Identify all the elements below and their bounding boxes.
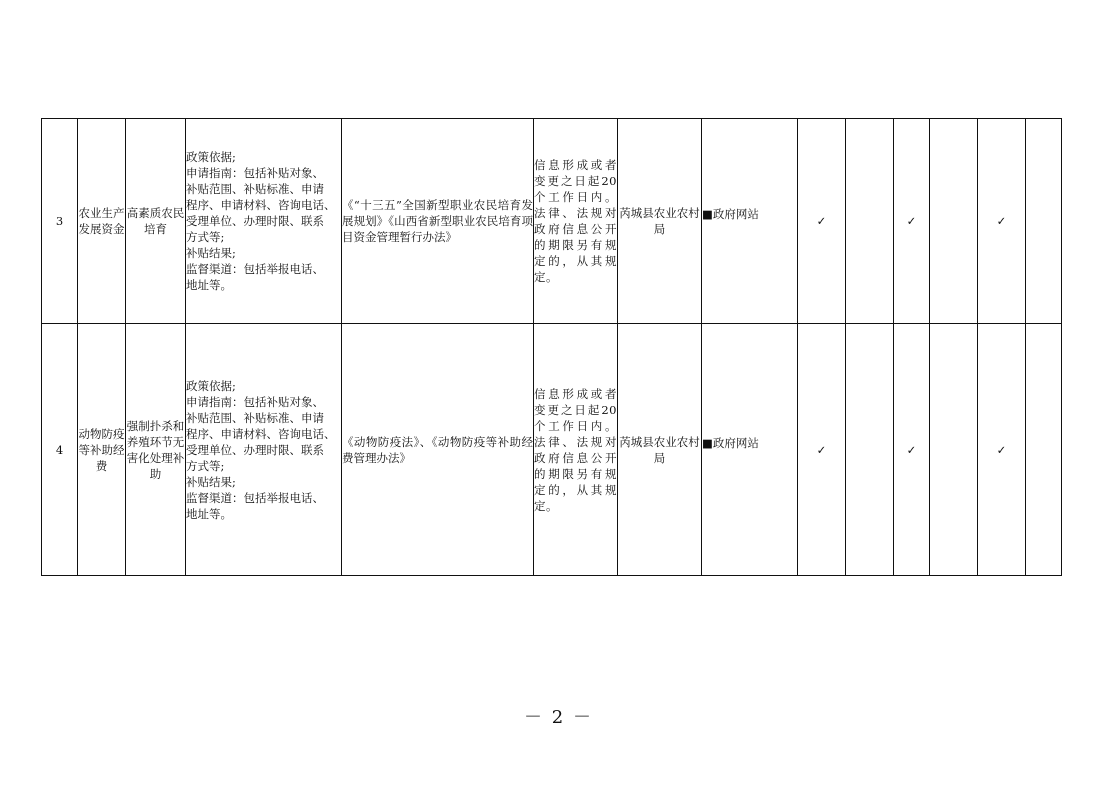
check-mark-cell	[978, 119, 1026, 324]
check-mark-cell	[846, 324, 894, 576]
category-cell: 动物防疫等补助经费	[78, 324, 126, 576]
check-mark-cell	[930, 119, 978, 324]
check-mark: ✓	[996, 442, 1007, 457]
channel-cell	[702, 324, 798, 576]
check-mark: ✓	[816, 214, 827, 228]
content-cell	[186, 119, 342, 324]
check-mark-cell	[1026, 324, 1062, 576]
content-line: 补贴范围、补贴标准、申请	[186, 182, 324, 196]
basis-cell: 《“十三五”全国新型职业农民培育发展规划》《山西省新型职业农民培育项目资金管理暂行办法》	[342, 119, 534, 324]
content-line: 受理单位、办理时限、联系	[186, 214, 324, 228]
basis-cell: 《动物防疫法》、《动物防疫等补助经费管理办法》	[342, 324, 534, 576]
content-line: 补贴范围、补贴标准、申请	[186, 410, 324, 425]
content-line: 程序、申请材料、咨询电话、	[186, 198, 336, 212]
row-number-cell: 3	[42, 119, 78, 324]
item-cell: 高素质农民培育	[126, 119, 186, 324]
table-row	[42, 119, 1062, 324]
check-mark-cell	[894, 119, 930, 324]
channel-label: ■政府网站	[702, 207, 759, 221]
check-mark-cell	[798, 324, 846, 576]
channel-cell	[702, 119, 798, 324]
check-mark-cell	[978, 324, 1026, 576]
content-line: 申请指南：包括补贴对象、	[186, 394, 324, 409]
table-row	[42, 324, 1062, 576]
check-mark-cell	[894, 324, 930, 576]
check-mark: ✓	[816, 442, 827, 457]
content-line: 方式等;	[186, 458, 225, 473]
content-line: 申请指南：包括补贴对象、	[186, 166, 324, 180]
category-cell: 农业生产发展资金	[78, 119, 126, 324]
row-number-cell: 4	[42, 324, 78, 576]
content-line: 监督渠道：包括举报电话、	[186, 262, 324, 276]
disclosure-table	[41, 118, 1062, 576]
subject-cell: 芮城县农业农村局	[618, 324, 702, 576]
period-cell: 信息形成或者变更之日起20个工作日内。法律、法规对政府信息公开的期限另有规定的，从其规定。	[534, 324, 618, 576]
check-mark-cell	[798, 119, 846, 324]
content-cell	[186, 324, 342, 576]
check-mark: ✓	[996, 214, 1007, 228]
check-mark-cell	[930, 324, 978, 576]
subject-cell: 芮城县农业农村局	[618, 119, 702, 324]
content-line: 地址等。	[186, 506, 232, 521]
check-mark-cell	[846, 119, 894, 324]
content-line: 政策依据;	[186, 378, 236, 393]
period-cell: 信息形成或者变更之日起20个工作日内。法律、法规对政府信息公开的期限另有规定的，从其规定。	[534, 119, 618, 324]
page-number: － 2 －	[524, 707, 593, 728]
check-mark: ✓	[906, 214, 917, 228]
check-mark-cell	[1026, 119, 1062, 324]
content-line: 受理单位、办理时限、联系	[186, 442, 324, 457]
content-line: 地址等。	[186, 278, 232, 292]
channel-label: ■政府网站	[702, 435, 759, 450]
content-line: 程序、申请材料、咨询电话、	[186, 426, 336, 441]
check-mark: ✓	[906, 442, 917, 457]
content-line: 补贴结果;	[186, 246, 236, 260]
content-line: 方式等;	[186, 230, 225, 244]
content-line: 补贴结果;	[186, 474, 236, 489]
content-line: 政策依据;	[186, 150, 236, 164]
item-cell: 强制扑杀和养殖环节无害化处理补助	[126, 324, 186, 576]
content-line: 监督渠道：包括举报电话、	[186, 490, 324, 505]
